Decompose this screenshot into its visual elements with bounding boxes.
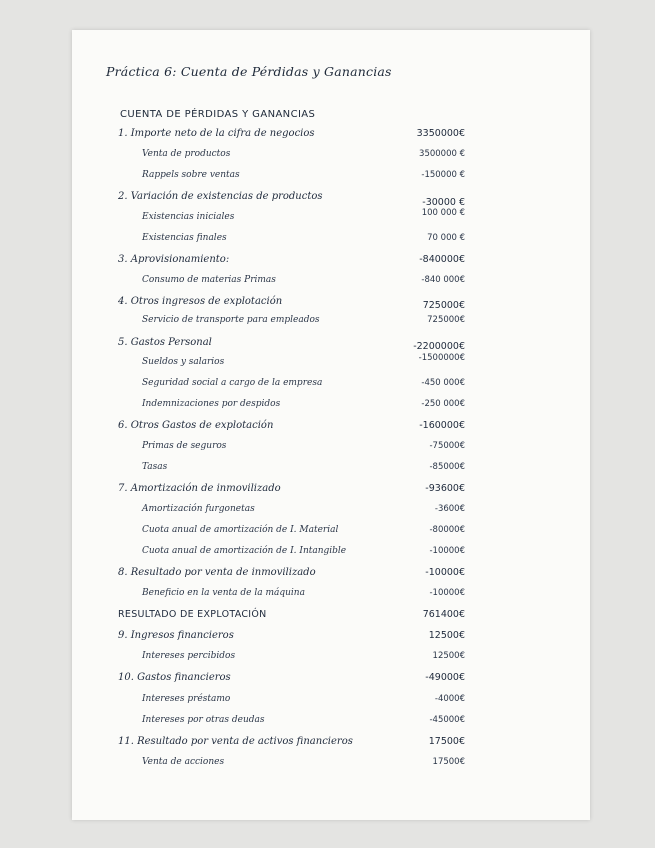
account-row	[72, 128, 590, 146]
account-subrow	[72, 353, 590, 375]
account-row	[72, 567, 590, 585]
row-amount: 12500€	[428, 630, 465, 641]
account-subrow	[72, 694, 590, 712]
row-label: 6. Otros Gastos de explotación	[118, 420, 274, 431]
account-subrow	[72, 233, 590, 251]
account-subrow	[72, 504, 590, 522]
row-label: Cuota anual de amortización de I. Intangible	[142, 546, 347, 556]
row-label: Consumo de materias Primas	[142, 275, 276, 285]
row-amount: 17500€	[428, 736, 465, 747]
row-amount: -85000€	[429, 462, 465, 472]
row-label: 10. Gastos financieros	[118, 672, 231, 683]
account-subrow	[72, 149, 590, 167]
account-row	[72, 736, 590, 754]
row-amount: -75000€	[429, 441, 465, 451]
row-amount: -4000€	[434, 694, 465, 704]
row-amount: -10000€	[429, 546, 465, 556]
row-amount: -45000€	[429, 715, 465, 725]
account-row	[72, 254, 590, 272]
row-label: Amortización furgonetas	[142, 504, 255, 514]
account-subrow	[72, 315, 590, 333]
account-subrow	[72, 525, 590, 543]
row-amount: 3500000 €	[419, 149, 465, 159]
row-amount: 725000€	[427, 315, 465, 325]
row-label: Indemnizaciones por despidos	[142, 399, 281, 409]
row-amount: 70 000 €	[427, 233, 465, 243]
row-amount: -93600€	[425, 483, 465, 494]
row-amount: 17500€	[432, 757, 465, 767]
account-row	[72, 483, 590, 501]
row-amount: -49000€	[425, 672, 465, 683]
row-label: Rappels sobre ventas	[142, 170, 240, 180]
row-amount: 725000€	[422, 300, 465, 311]
row-label: Servicio de transporte para empleados	[142, 315, 320, 325]
row-amount: 761400€	[422, 609, 465, 620]
row-amount: -80000€	[429, 525, 465, 535]
row-amount: -3600€	[434, 504, 465, 514]
row-amount: -1500000€	[418, 353, 465, 363]
account-subrow	[72, 757, 590, 775]
row-label: 1. Importe neto de la cifra de negocios	[118, 128, 315, 139]
row-label: Cuota anual de amortización de I. Material	[142, 525, 339, 535]
row-label: 3. Aprovisionamiento:	[118, 254, 230, 265]
row-amount: -840000€	[419, 254, 465, 265]
account-subrow	[72, 546, 590, 564]
row-label: RESULTADO DE EXPLOTACIÓN	[118, 609, 267, 620]
row-amount: -150000 €	[421, 170, 465, 180]
account-subrow	[72, 170, 590, 188]
row-label: Sueldos y salarios	[142, 357, 225, 367]
row-label: Primas de seguros	[142, 441, 227, 451]
row-amount: -160000€	[419, 420, 465, 431]
row-label: 4. Otros ingresos de explotación	[118, 296, 283, 307]
row-amount: -450 000€	[421, 378, 465, 388]
row-amount: -250 000€	[421, 399, 465, 409]
account-subrow	[72, 441, 590, 459]
row-amount: -10000€	[429, 588, 465, 598]
row-label: 8. Resultado por venta de inmovilizado	[118, 567, 316, 578]
subtotal-row	[72, 609, 590, 627]
account-subrow	[72, 399, 590, 417]
account-subrow	[72, 275, 590, 293]
row-label: Existencias finales	[142, 233, 227, 243]
row-label: Beneficio en la venta de la máquina	[142, 588, 305, 598]
row-label: 11. Resultado por venta de activos financieros	[118, 736, 353, 747]
account-subrow	[72, 462, 590, 480]
row-label: Venta de productos	[142, 149, 231, 159]
account-subrow	[72, 715, 590, 733]
row-amount: -2200000€	[413, 341, 465, 352]
row-label: 9. Ingresos financieros	[118, 630, 234, 641]
account-row	[72, 672, 590, 690]
row-amount: 3350000€	[416, 128, 465, 139]
account-row	[72, 337, 590, 355]
page-title: Práctica 6: Cuenta de Pérdidas y Ganancias	[106, 64, 392, 79]
account-subrow	[72, 208, 590, 230]
account-row	[72, 296, 590, 314]
row-label: Intereses por otras deudas	[142, 715, 265, 725]
row-amount: -10000€	[425, 567, 465, 578]
row-amount: 100 000 €	[421, 208, 465, 218]
row-amount: -30000 €	[422, 197, 465, 208]
account-subrow	[72, 651, 590, 669]
account-row	[72, 420, 590, 438]
row-label: Existencias iniciales	[142, 212, 235, 222]
notebook-page	[72, 30, 590, 820]
row-label: Intereses préstamo	[142, 694, 231, 704]
account-subrow	[72, 378, 590, 396]
account-row	[72, 630, 590, 648]
section-heading: CUENTA DE PÉRDIDAS Y GANANCIAS	[120, 109, 316, 120]
row-label: Seguridad social a cargo de la empresa	[142, 378, 323, 388]
account-row	[72, 191, 590, 209]
row-label: 5. Gastos Personal	[118, 337, 212, 348]
row-amount: -840 000€	[421, 275, 465, 285]
row-label: Tasas	[142, 462, 168, 472]
row-amount: 12500€	[432, 651, 465, 661]
row-label: Intereses percibidos	[142, 651, 236, 661]
row-label: 7. Amortización de inmovilizado	[118, 483, 281, 494]
row-label: 2. Variación de existencias de productos	[118, 191, 323, 202]
account-subrow	[72, 588, 590, 606]
row-label: Venta de acciones	[142, 757, 225, 767]
